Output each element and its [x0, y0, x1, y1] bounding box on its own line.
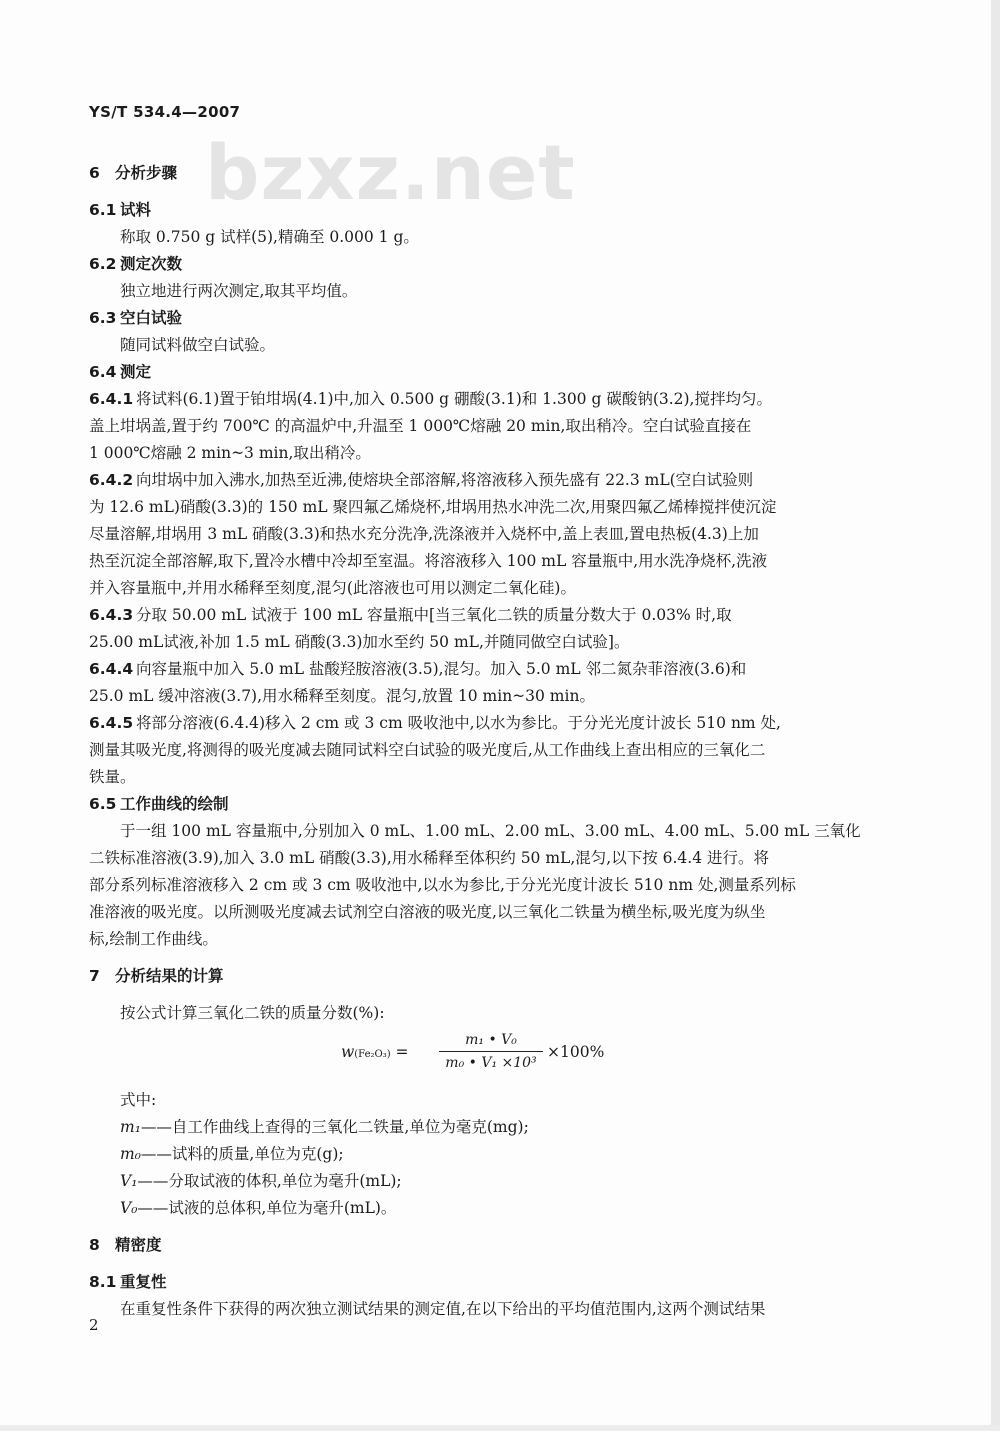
paragraph-line: 并入容量瓶中,并用水稀释至刻度,混匀(此溶液也可用以测定二氧化硅)。 — [89, 579, 576, 597]
section-number: 6.3 — [89, 309, 117, 327]
section-8-heading — [89, 1232, 889, 1259]
paragraph-6-4-1 — [89, 386, 889, 467]
section-title: 空白试验 — [120, 309, 183, 327]
section-title: 分析结果的计算 — [115, 967, 224, 985]
paragraph-line: 铁量。 — [89, 768, 136, 786]
symbol: m₀ — [120, 1145, 141, 1163]
paragraph-line: 6.4.4 向容量瓶中加入 5.0 mL 盐酸羟胺溶液(3.5),混匀。加入 5.0 mL 邻二氮杂菲溶液(3.6)和 — [89, 656, 889, 683]
where-label: 式中: — [120, 1091, 157, 1109]
section-6-3-text: 随同试料做空白试验。 — [120, 336, 276, 354]
paragraph-line: 1 000℃熔融 2 min~3 min,取出稍冷。 — [89, 444, 371, 462]
formula-fraction — [439, 1029, 543, 1074]
section-title: 测定次数 — [120, 255, 183, 273]
section-title: 分析步骤 — [115, 164, 178, 182]
section-6-2-heading — [89, 251, 889, 278]
section-8-1-heading — [89, 1269, 889, 1296]
formula-intro: 按公式计算三氧化二铁的质量分数(%): — [120, 1004, 385, 1022]
paragraph-line: 部分系列标准溶液移入 2 cm 或 3 cm 吸收池中,以水为参比,于分光光度计波长 510 nm 处,测量系列标 — [89, 876, 796, 894]
section-6-heading — [89, 160, 889, 187]
section-number: 6 — [89, 164, 100, 182]
paragraph-line: 于一组 100 mL 容量瓶中,分别加入 0 mL、1.00 mL、2.00 mL、3.00 mL、4.00 mL、5.00 mL 三氧化 — [120, 822, 861, 840]
section-7-heading — [89, 963, 889, 990]
paragraph-6-4-3 — [89, 602, 889, 656]
paragraph-number: 6.4.3 — [89, 606, 134, 624]
section-number: 7 — [89, 967, 100, 985]
section-6-1-text: 称取 0.750 g 试样(5),精确至 0.000 1 g。 — [120, 228, 419, 246]
paragraph-number: 6.4.5 — [89, 714, 134, 732]
section-number: 6.5 — [89, 795, 117, 813]
symbol: m₁ — [120, 1118, 141, 1136]
formula-subscript: (Fe₂O₃) — [354, 1049, 391, 1060]
section-title: 工作曲线的绘制 — [120, 795, 229, 813]
section-number: 6.1 — [89, 201, 117, 219]
definition-v0: V₀——试液的总体积,单位为毫升(mL)。 — [120, 1199, 397, 1217]
section-6-4-heading — [89, 359, 889, 386]
formula-denominator: m₀ • V₁ ×10³ — [445, 1055, 537, 1071]
definition-m1: m₁——自工作曲线上查得的三氧化二铁量,单位为毫克(mg); — [120, 1118, 529, 1136]
paragraph-line: 二铁标准溶液(3.9),加入 3.0 mL 硝酸(3.3),用水稀释至体积约 50 mL,混匀,以下按 6.4.4 进行。将 — [89, 849, 769, 867]
page-number: 2 — [89, 1316, 99, 1334]
formula-lhs: w(Fe₂O₃) = — [341, 1043, 409, 1061]
watermark: bzxz.net — [205, 128, 576, 217]
paragraph-line: 6.4.5 将部分溶液(6.4.4)移入 2 cm 或 3 cm 吸收池中,以水为参比。于分光光度计波长 510 nm 处, — [89, 710, 889, 737]
paragraph-line: 测量其吸光度,将测得的吸光度减去随同试料空白试验的吸光度后,从工作曲线上查出相应的三氧化二 — [89, 741, 766, 759]
paragraph-line: 6.4.3 分取 50.00 mL 试液于 100 mL 容量瓶中[当三氧化二铁的质量分数大于 0.03% 时,取 — [89, 602, 889, 629]
paragraph-number: 6.4.2 — [89, 471, 134, 489]
paragraph-line: 热至沉淀全部溶解,取下,置冷水槽中冷却至室温。将溶液移入 100 mL 容量瓶中,用水洗净烧杯,洗液 — [89, 552, 768, 570]
paragraph-6-4-2 — [89, 467, 889, 602]
section-title: 测定 — [120, 363, 152, 381]
paragraph-line: 盖上坩埚盖,置于约 700℃ 的高温炉中,升温至 1 000℃熔融 20 min,取出稍冷。空白试验直接在 — [89, 417, 752, 435]
section-6-3-heading — [89, 305, 889, 332]
section-title: 重复性 — [120, 1273, 167, 1291]
section-6-5-heading — [89, 791, 889, 818]
paragraph-line: 尽量溶解,坩埚用 3 mL 硝酸(3.3)和热水充分洗净,洗涤液并入烧杯中,盖上表皿,置电热板(4.3)上加 — [89, 525, 759, 543]
paragraph-6-4-4 — [89, 656, 889, 710]
paragraph-6-5 — [89, 818, 889, 953]
section-number: 8 — [89, 1236, 100, 1254]
formula-numerator: m₁ • V₀ — [465, 1032, 517, 1048]
paragraph-line: 准溶液的吸光度。以所测吸光度减去试剂空白溶液的吸光度,以三氧化二铁量为横坐标,吸光度为纵坐 — [89, 903, 766, 921]
standard-number: YS/T 534.4—2007 — [89, 103, 241, 121]
paragraph-line: 为 12.6 mL)硝酸(3.3)的 150 mL 聚四氟乙烯烧杯,坩埚用热水冲洗二次,用聚四氟乙烯棒搅拌使沉淀 — [89, 498, 777, 516]
definition-v1: V₁——分取试液的体积,单位为毫升(mL); — [120, 1172, 402, 1190]
section-8-1-text: 在重复性条件下获得的两次独立测试结果的测定值,在以下给出的平均值范围内,这两个测试结果 — [120, 1300, 766, 1318]
definition-m0: m₀——试料的质量,单位为克(g); — [120, 1145, 344, 1163]
paragraph-line: 25.0 mL 缓冲溶液(3.7),用水稀释至刻度。混匀,放置 10 min~30 min。 — [89, 687, 595, 705]
formula — [89, 1029, 889, 1083]
section-number: 8.1 — [89, 1273, 117, 1291]
scan-edge-bottom — [0, 1425, 1000, 1431]
paragraph-6-4-5 — [89, 710, 889, 791]
paragraph-line: 6.4.1 将试料(6.1)置于铂坩埚(4.1)中,加入 0.500 g 硼酸(3.1)和 1.300 g 碳酸钠(3.2),搅拌均匀。 — [89, 386, 889, 413]
paragraph-line: 标,绘制工作曲线。 — [89, 930, 218, 948]
paragraph-line: 25.00 mL试液,补加 1.5 mL 硝酸(3.3)加水至约 50 mL,并随同做空白试验]。 — [89, 633, 630, 651]
symbol: V₁ — [120, 1172, 138, 1190]
section-title: 试料 — [120, 201, 152, 219]
section-number: 6.2 — [89, 255, 117, 273]
paragraph-line: 6.4.2 向坩埚中加入沸水,加热至近沸,使熔块全部溶解,将溶液移入预先盛有 22.3 mL(空白试验则 — [89, 467, 889, 494]
document-body — [89, 160, 889, 1323]
paragraph-number: 6.4.1 — [89, 390, 134, 408]
section-title: 精密度 — [115, 1236, 162, 1254]
section-6-2-text: 独立地进行两次测定,取其平均值。 — [120, 282, 358, 300]
scan-edge-right — [991, 0, 1000, 1431]
section-number: 6.4 — [89, 363, 117, 381]
paragraph-number: 6.4.4 — [89, 660, 134, 678]
symbol: V₀ — [120, 1199, 138, 1217]
formula-rhs: ×100% — [547, 1043, 605, 1061]
section-6-1-heading — [89, 197, 889, 224]
